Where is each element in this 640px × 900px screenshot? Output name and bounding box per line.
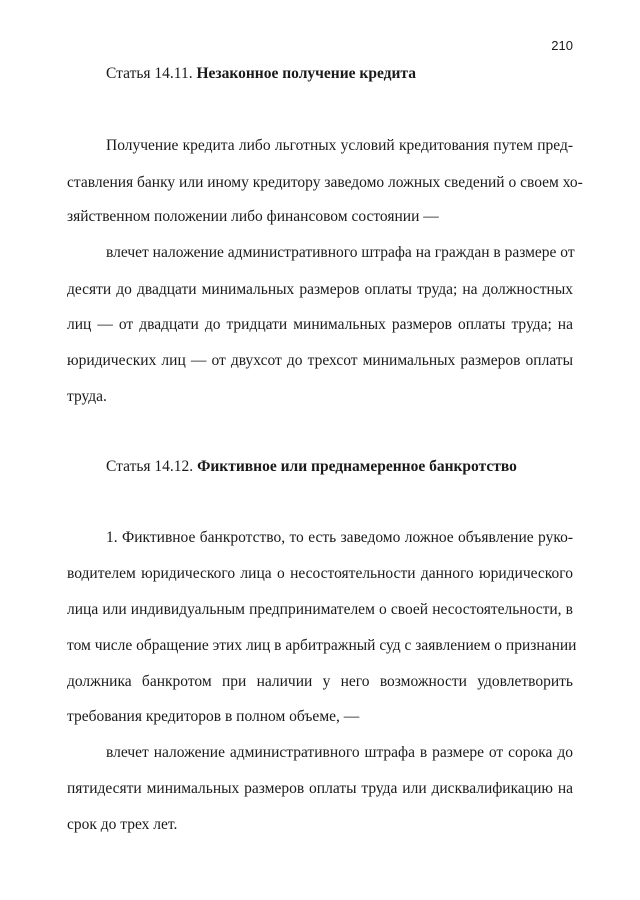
paragraph-line: пятидесяти минимальных размеров оплаты труда или дисквалификацию на [67,780,573,797]
article-label: Статья 14.11. [106,65,193,82]
paragraph-line: зяйственном положении либо финансовом состоянии — [67,208,439,225]
paragraph-line: влечет наложение административного штрафа в размере от сорока до [106,744,573,761]
paragraph-line: труда. [67,388,107,405]
article-label: Статья 14.12. [106,458,194,475]
paragraph-line: юридических лиц — от двухсот до трехсот минимальных размеров оплаты [67,352,573,369]
paragraph-line: ставления банку или иному кредитору заведомо ложных сведений о своем хо- [67,174,583,191]
paragraph-line: 1. Фиктивное банкротство, то есть заведомо ложное объявление руко- [106,529,573,546]
article-heading [106,457,517,477]
paragraph-line: Получение кредита либо льготных условий кредитования путем пред- [106,137,573,154]
paragraph-line: должника банкротом при наличии у него возможности удовлетворить [67,673,573,690]
paragraph-line: десяти до двадцати минимальных размеров оплаты труда; на должностных [67,281,573,298]
page-number: 210 [551,38,573,53]
paragraph-line: лица или индивидуальным предпринимателем о своей несостоятельности, в [67,601,573,618]
paragraph-line: лиц — от двадцати до тридцати минимальных размеров оплаты труда; на [67,316,573,333]
article-title: Фиктивное или преднамеренное банкротство [197,458,517,475]
paragraph-line: водителем юридического лица о несостоятельности данного юридического [67,565,573,582]
paragraph-line: требования кредиторов в полном объеме, — [67,708,360,725]
paragraph-line: влечет наложение административного штрафа на граждан в размере от [106,244,575,261]
paragraph-line: том числе обращение этих лиц в арбитражный суд с заявлением о признании [67,637,577,654]
paragraph-line: срок до трех лет. [67,816,178,833]
article-title: Незаконное получение кредита [196,65,416,82]
article-heading [106,64,416,84]
